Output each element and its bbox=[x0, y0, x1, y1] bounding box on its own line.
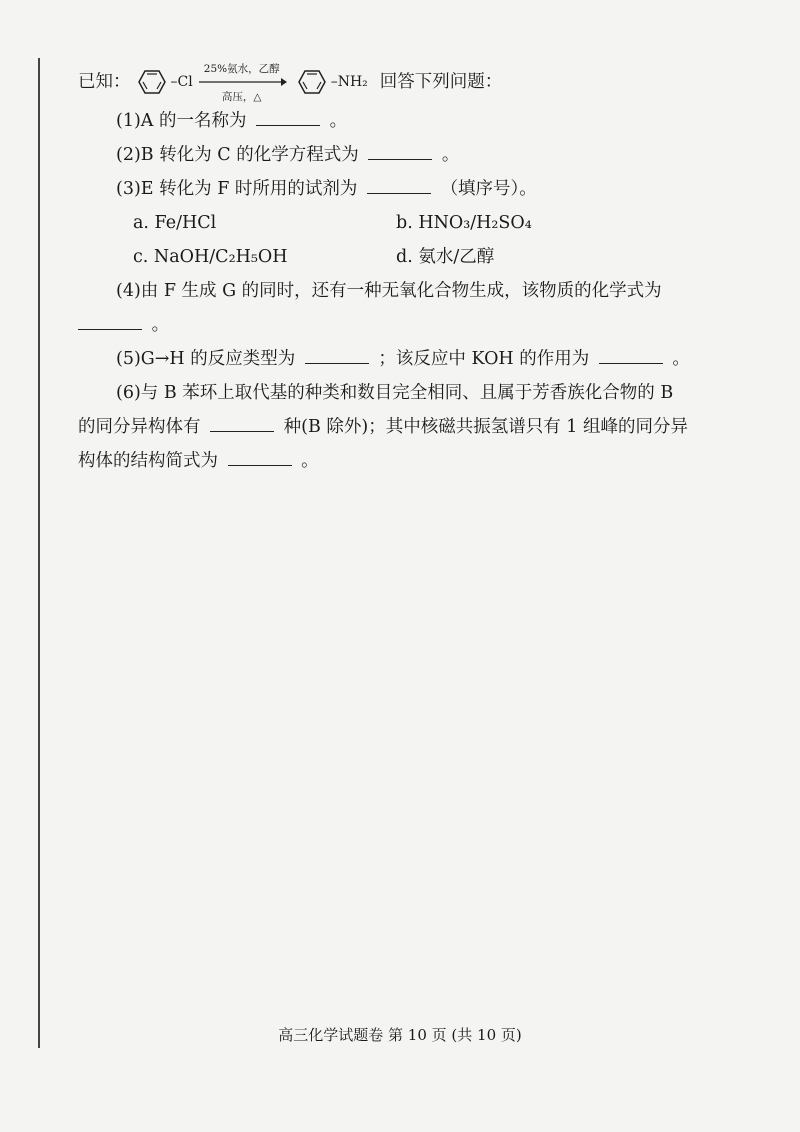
question-6-line-2-start: 的同分异构体有 bbox=[78, 417, 201, 437]
question-3-options-row-2 bbox=[78, 240, 738, 274]
question-5 bbox=[78, 342, 738, 376]
question-content bbox=[78, 60, 738, 478]
option-a: a. Fe/HCl bbox=[133, 213, 217, 233]
question-3 bbox=[78, 172, 738, 206]
question-1-end: 。 bbox=[329, 111, 348, 131]
question-2 bbox=[78, 138, 738, 172]
answer-blank[interactable] bbox=[228, 447, 292, 466]
question-4 bbox=[78, 274, 738, 308]
question-6-line-3-start: 构体的结构简式为 bbox=[78, 451, 218, 471]
answer-blank[interactable] bbox=[305, 345, 369, 364]
question-6-line-2-end: 种(B 除外)；其中核磁共振氢谱只有 1 组峰的同分异 bbox=[283, 417, 688, 437]
question-4-continuation bbox=[78, 308, 738, 342]
question-6 bbox=[78, 376, 738, 410]
reaction-arrow bbox=[197, 63, 287, 103]
page-footer: 高三化学试题卷 第 10 页 (共 10 页) bbox=[278, 1026, 522, 1044]
answer-blank[interactable] bbox=[368, 141, 432, 160]
question-3-text: (3)E 转化为 F 时所用的试剂为 bbox=[116, 179, 358, 199]
question-6-text: (6)与 B 苯环上取代基的种类和数目完全相同、且属于芳香族化合物的 B bbox=[116, 383, 674, 403]
answer-blank[interactable] bbox=[210, 413, 274, 432]
reagent-conditions-bottom: 高压，△ bbox=[221, 91, 262, 103]
question-5-end: 。 bbox=[672, 349, 690, 369]
option-d: d. 氨水/乙醇 bbox=[396, 247, 495, 267]
question-2-end: 。 bbox=[441, 145, 460, 165]
option-c: c. NaOH/C₂H₅OH bbox=[133, 247, 288, 267]
known-prefix: 已知： bbox=[78, 72, 131, 92]
reagent-conditions-top: 25%氨水，乙醇 bbox=[203, 63, 280, 75]
question-1-text: (1)A 的一名称为 bbox=[116, 111, 247, 131]
chlorine-label: –Cl bbox=[170, 74, 193, 90]
amino-label: –NH₂ bbox=[330, 74, 368, 90]
binding-margin-line bbox=[38, 58, 40, 1048]
arrow-icon bbox=[197, 77, 287, 87]
question-6-line-2 bbox=[78, 410, 738, 444]
known-suffix: 回答下列问题： bbox=[379, 72, 503, 92]
question-3-options-row-1 bbox=[78, 206, 738, 240]
question-6-line-3-end: 。 bbox=[301, 451, 319, 471]
question-5-middle: ；该反应中 KOH 的作用为 bbox=[378, 349, 590, 369]
benzene-ring-icon bbox=[291, 67, 331, 97]
question-5-text: (5)G→H 的反应类型为 bbox=[116, 349, 296, 369]
known-reaction bbox=[78, 60, 738, 104]
answer-blank[interactable] bbox=[367, 175, 431, 194]
answer-blank[interactable] bbox=[599, 345, 663, 364]
question-3-end: （填序号）。 bbox=[440, 179, 537, 199]
question-2-text: (2)B 转化为 C 的化学方程式为 bbox=[116, 145, 359, 165]
question-1 bbox=[78, 104, 738, 138]
question-4-end: 。 bbox=[151, 315, 170, 335]
answer-blank[interactable] bbox=[256, 107, 320, 126]
question-4-text: (4)由 F 生成 G 的同时，还有一种无氧化合物生成，该物质的化学式为 bbox=[116, 281, 662, 301]
benzene-ring-icon bbox=[131, 67, 171, 97]
answer-blank[interactable] bbox=[78, 311, 142, 330]
question-6-line-3 bbox=[78, 444, 738, 478]
option-b: b. HNO₃/H₂SO₄ bbox=[396, 213, 532, 233]
